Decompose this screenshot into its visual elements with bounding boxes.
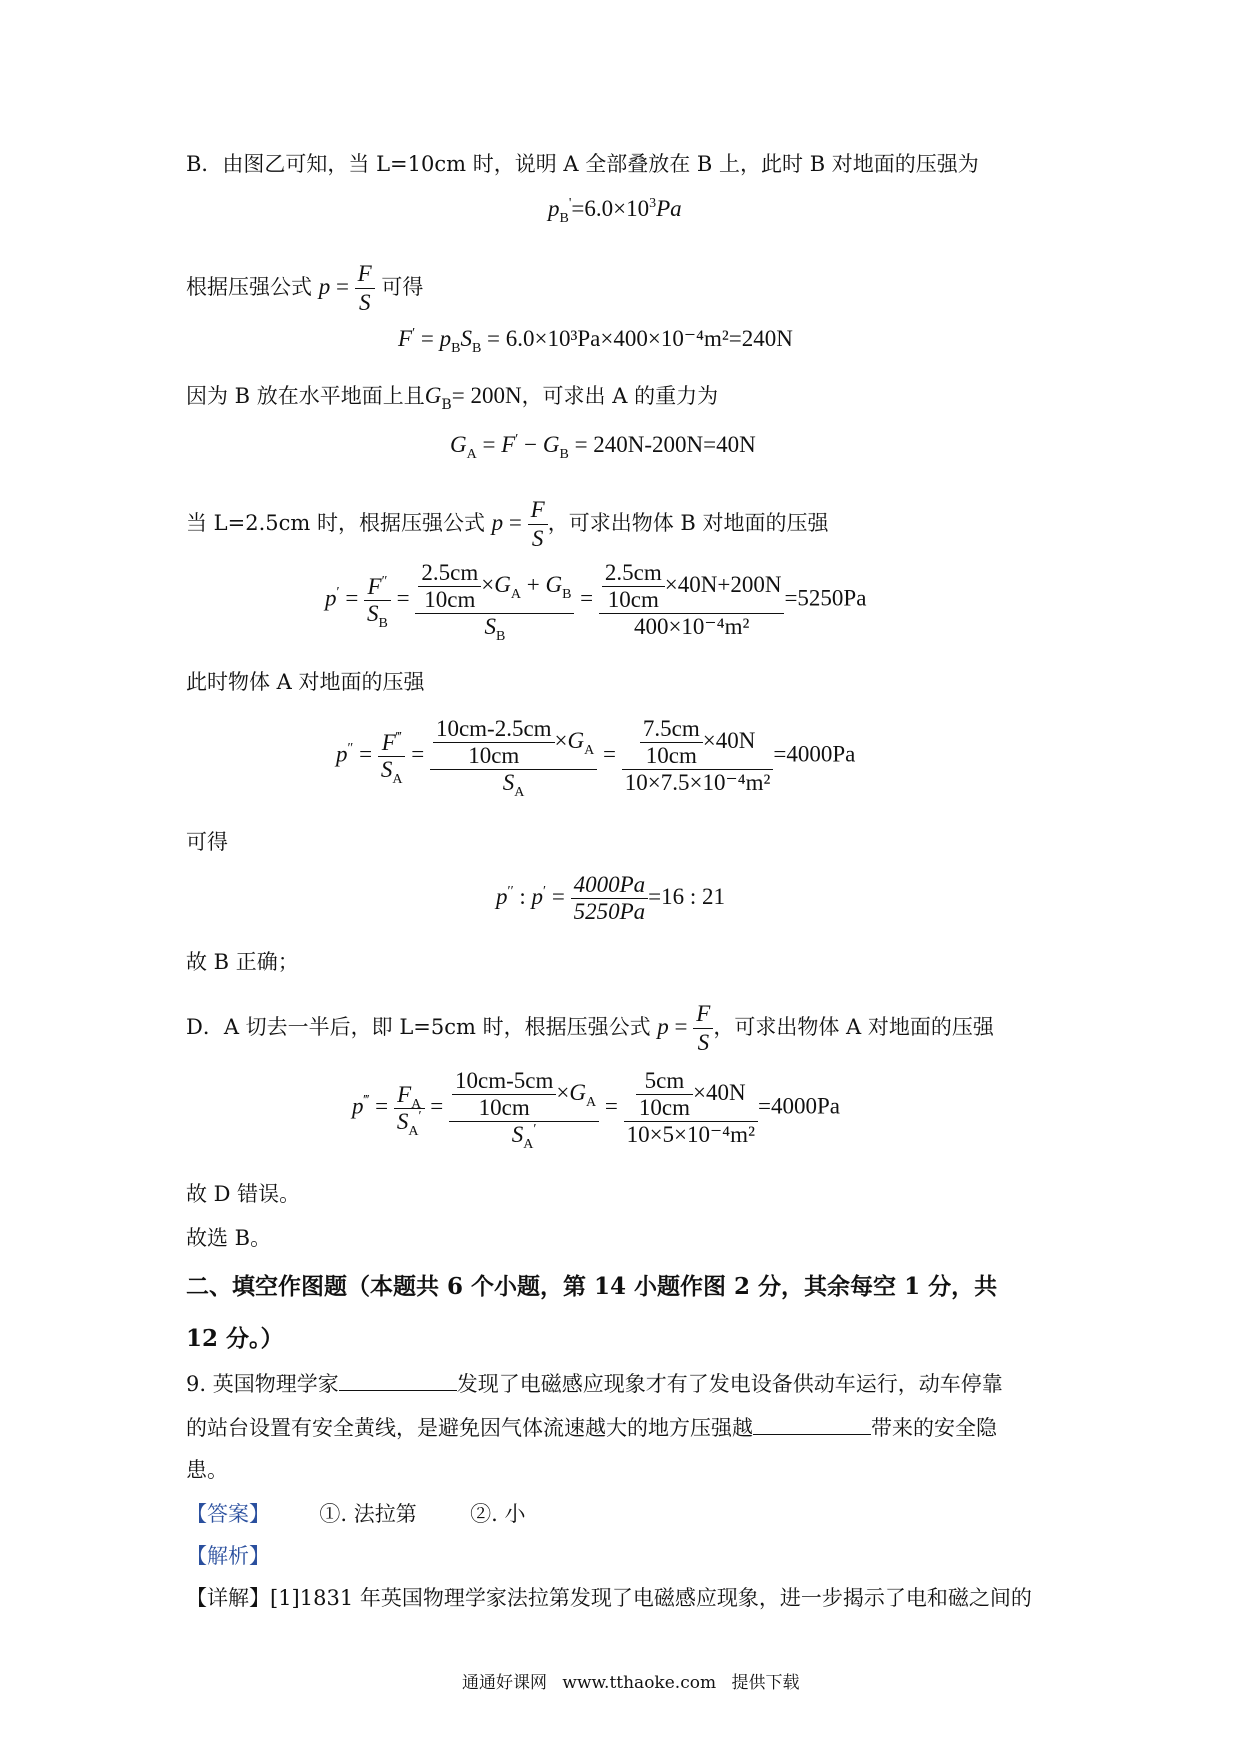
- question-9-line-1: 9. 英国物理学家 发现了电磁感应现象才有了发电设备供动车运行，动车停靠: [186, 1372, 1003, 1396]
- gb-line: 因为 B 放在水平地面上且$G_B= 200N$，可求出 A 的重力为: [186, 383, 719, 413]
- equation-force: $F' = p_BS_B = 6.0\times 10^3Pa\times 400\times 10^{-4}m^2=240N$: [398, 326, 793, 356]
- page-footer: [462, 1668, 799, 1693]
- a-pressure-line: 此时物体 A 对地面的压强: [186, 670, 425, 694]
- equation-ratio: p′′ : p′ = $\frac{4000Pa}{5250Pa}$ =16 : 21: [496, 872, 725, 924]
- option-d-intro: D．A 切去一半后，即 L=5cm 时，根据压强公式 p = $\frac{F}{S}$ ，可求出物体 A 对地面的压强: [186, 1001, 994, 1055]
- l25-line: 当 L=2.5cm 时，根据压强公式 p = $\frac{F}{S}$ ，可求出物体 B 对地面的压强: [186, 497, 829, 551]
- equation-pb: $p_B'=6.0\times 10^3Pa$: [548, 196, 682, 226]
- detail-tag: 【详解】: [186, 1586, 270, 1610]
- choose-b-line: 故选 B。: [186, 1226, 272, 1250]
- question-9-line-3: 患。: [186, 1458, 228, 1482]
- b-correct-line: 故 B 正确；: [186, 950, 299, 974]
- footer-provide: 提供下载: [731, 1673, 800, 1693]
- blank-2[interactable]: [753, 1414, 871, 1435]
- answer-tag: 【答案】: [186, 1502, 270, 1526]
- analysis-tag: 【解析】: [186, 1544, 270, 1568]
- kede-line: 可得: [186, 830, 228, 854]
- equation-p3: p‴ = $\frac{F_A}{S_A'}$ = $\frac{10cm-5cm}{10cm}$ $\times G_A$ $S_A'$ = $\frac{5cm}{10cm}$ ×40N 10×5×10⁻⁴m² =4000Pa: [352, 1068, 840, 1152]
- answer-1: ①. 法拉第: [319, 1502, 417, 1526]
- answer-2: ②. 小: [470, 1502, 526, 1526]
- section-title-line-2: 12 分。）: [186, 1325, 284, 1352]
- section-title-line-1: 二、填空作图题（本题共 6 个小题，第 14 小题作图 2 分，其余每空 1 分，共: [186, 1273, 998, 1300]
- d-wrong-line: 故 D 错误。: [186, 1182, 301, 1206]
- equation-ga: $G_A = F' - G_B = 240N-200N=40N$: [450, 432, 756, 462]
- equation-p2: p″ = $\frac{F^‴}{S_A}$ = $\frac{10cm-2.5cm}{10cm}$ $\times G_A$ $S_A$ = $\frac{7.5cm}{10cm}$ ×40N 10×7.5×10⁻⁴m² =4000Pa: [336, 716, 856, 800]
- formula-intro: 根据压强公式 p = $\frac{F}{S}$ 可得: [186, 261, 424, 315]
- footer-url[interactable]: www.tthaoke.com: [562, 1673, 717, 1693]
- equation-p1: p′ = $\frac{F''}{S_B}$ = $\frac{2.5cm}{10cm}$ $\times G_A + G_B$ $S_B$ = $\frac{2.5cm}{10cm}$ ×40N+200N 400×10⁻⁴m² =5250Pa: [325, 560, 867, 644]
- option-b-intro: B．由图乙可知，当 L=10cm 时，说明 A 全部叠放在 B 上，此时 B 对地面的压强为: [186, 152, 979, 176]
- question-9-line-2: 的站台设置有安全黄线，是避免因气体流速越大的地方压强越 带来的安全隐: [186, 1416, 997, 1440]
- detail-line: 【详解】[1]1831 年英国物理学家法拉第发现了电磁感应现象，进一步揭示了电和磁之间的: [186, 1586, 1032, 1610]
- footer-site-name: 通通好课网: [462, 1673, 547, 1693]
- answer-line: [186, 1500, 525, 1528]
- blank-1[interactable]: [339, 1370, 457, 1391]
